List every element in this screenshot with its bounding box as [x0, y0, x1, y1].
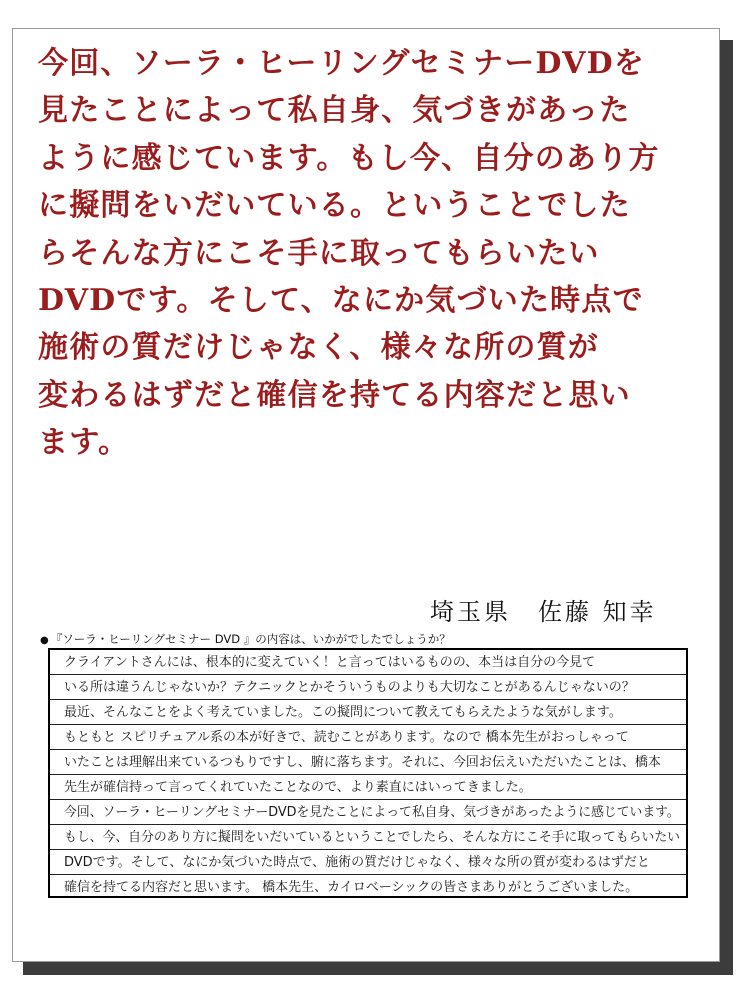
answer-line: いたことは理解出来ているつもりですし、腑に落ちます。それに、今回お伝えいただいたことは、橋本: [50, 750, 686, 775]
headline-line: らそんな方にこそ手に取ってもらいたい: [38, 235, 600, 271]
answer-line: いる所は違うんじゃないか？テクニックとかそういうものよりも大切なことがあるんじゃないの？: [50, 675, 686, 700]
headline-line: に擬問をいだいている。ということでした: [38, 188, 631, 224]
headline-line: 変わるはずだと確信を持てる内容だと思い: [38, 377, 631, 413]
answer-line: 先生が確信持って言ってくれていたことなので、より素直にはいってきました。: [50, 775, 686, 800]
answer-line: クライアントさんには、根本的に変えていく！と言ってはいるものの、本当は自分の今見て: [50, 650, 686, 675]
author-signature: 埼玉県 佐藤 知幸: [430, 598, 657, 626]
answer-line: 今回、ソーラ・ヒーリングセミナーDVDを見たことによって私自身、気づきがあったように感じています。: [50, 800, 686, 825]
testimonial-headline: [38, 40, 678, 467]
survey-question: [40, 631, 451, 647]
headline-line: 施術の質だけじゃなく、様々な所の質が: [38, 330, 599, 366]
bullet-icon: ●: [40, 635, 49, 646]
headline-line: 今回、ソーラ・ヒーリングセミナーDVDを: [38, 46, 645, 81]
answer-line: 最近、そんなことをよく考えていました。この擬問について教えてもらえたような気がします。: [50, 700, 686, 725]
headline-line: 見たことによって私自身、気づきがあった: [38, 93, 631, 129]
headline-line: ように感じています。もし今、自分のあり方: [38, 140, 660, 176]
survey-question-text: 『ソーラ・ヒーリングセミナー DVD 』の内容は、いかがでしたでしょうか？: [50, 632, 451, 646]
answer-line: DVDです。そして、なにか気づいた時点で、施術の質だけじゃなく、様々な所の質が変わるはずだと: [50, 850, 686, 875]
answer-line: 確信を持てる内容だと思います。 橋本先生、カイロベーシックの皆さまありがとうございました。: [64, 880, 639, 895]
answer-line: もともと スピリチュアル系の本が好きで、読むことがあります。なので 橋本先生がおっしゃって: [50, 725, 686, 750]
handwritten-answer-box: [48, 648, 688, 898]
headline-line: DVDです。そして、なにか気づいた時点で: [38, 282, 644, 318]
answer-line: もし、今、自分のあり方に擬問をいだいているということでしたら、そんな方にこそ手に取ってもらいたい: [50, 825, 686, 850]
headline-line: ます。: [38, 425, 130, 461]
